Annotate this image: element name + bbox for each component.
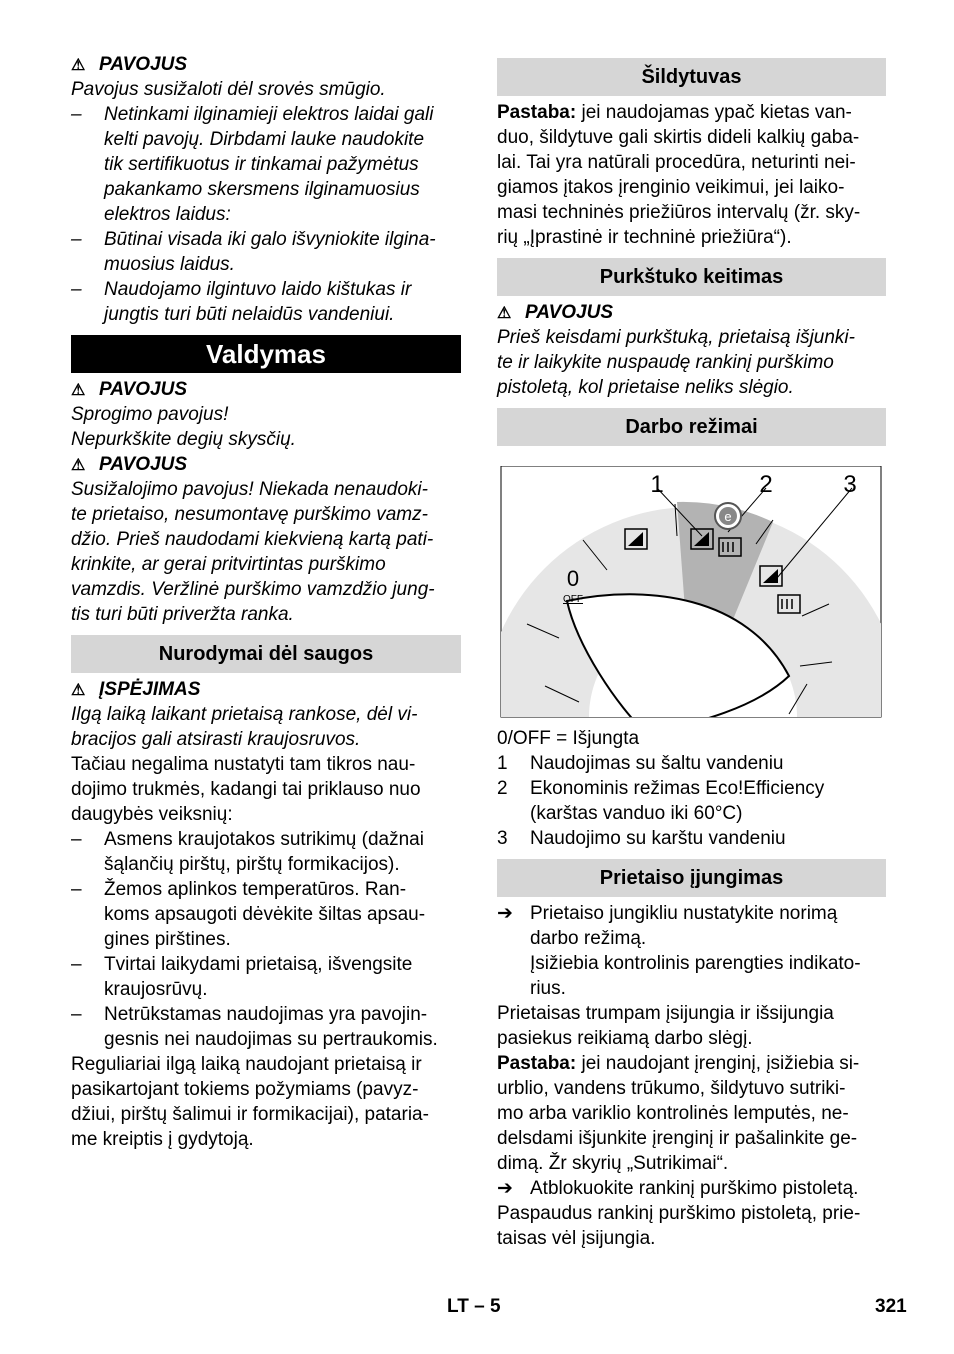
list-item-line <box>71 127 461 152</box>
list-item-line <box>71 827 461 852</box>
list-item-text: elektros laidus: <box>104 204 231 225</box>
right-column <box>497 52 886 1251</box>
warning-triangle-icon: ⚠ <box>71 457 86 474</box>
warning-text: Pavojus susižaloti dėl srovės smūgio. <box>71 79 386 100</box>
heading-nurodymai-saugos: Nurodymai dėl saugos <box>71 635 461 673</box>
mode-item <box>497 751 886 776</box>
list-item-line <box>71 927 461 952</box>
list-item-line <box>71 202 461 227</box>
list-dash: – <box>71 954 82 975</box>
label-1: 1 <box>650 471 664 498</box>
mode-dial-figure <box>497 466 886 720</box>
paragraph <box>497 1001 886 1051</box>
text-line: krinkite, ar gerai pritvirtintas purškimo <box>71 554 386 575</box>
text-line: me kreiptis į gydytoją. <box>71 1129 254 1150</box>
text-line: duo, šildytuve gali skirtis dideli kalkių gaba- <box>497 127 860 148</box>
list-item-text: gines pirštines. <box>104 929 231 950</box>
step-text: darbo režimą. <box>530 928 647 949</box>
list-item-text: Būtinai visada iki galo išvyniokite ilgina- <box>104 229 436 250</box>
warning-text <box>71 402 461 452</box>
text-line: Prietaisas trumpam įsijungia ir išsijungia <box>497 1003 834 1024</box>
label-off: OFF <box>563 594 583 605</box>
text-line: pasiekus reikiamą darbo slėgį. <box>497 1028 753 1049</box>
step-text: Prietaiso jungikliu nustatykite norimą <box>530 903 838 924</box>
list-dash: – <box>71 1004 82 1025</box>
mode-number: 1 <box>497 753 508 774</box>
list-item-line <box>71 102 461 127</box>
arrow-right-icon: ➔ <box>497 1178 513 1199</box>
list-item-line <box>71 902 461 927</box>
label-3: 3 <box>843 471 857 498</box>
list-item-line <box>71 977 461 1002</box>
list-item-text: kelti pavojų. Dirbdami lauke naudokite <box>104 129 425 150</box>
list-item-text: Tvirtai laikydami prietaisą, išvengsite <box>104 954 413 975</box>
list-dash: – <box>71 279 82 300</box>
text-line: Nepurkškite degių skysčių. <box>71 429 296 450</box>
mode-text: Naudojimo su karštu vandeniu <box>530 828 786 849</box>
text-line: bracijos gali atsirasti kraujosruvos. <box>71 729 361 750</box>
list-item-line <box>71 152 461 177</box>
warning-text <box>497 325 886 400</box>
mode-item <box>497 776 886 801</box>
paragraph <box>71 1052 461 1152</box>
text-line: daugybės veiksnių: <box>71 804 233 825</box>
mode-text: (karštas vanduo iki 60°C) <box>530 803 743 824</box>
paragraph <box>497 1201 886 1251</box>
warning-triangle-icon: ⚠ <box>497 305 512 322</box>
list-item-line <box>71 877 461 902</box>
heading-sildytuvas: Šildytuvas <box>497 58 886 96</box>
text-line: Reguliariai ilgą laiką naudojant prietaisą ir <box>71 1054 422 1075</box>
mode-number: 2 <box>497 778 508 799</box>
list-item-text: tik sertifikuotus ir tinkamai pažymėtus <box>104 154 419 175</box>
text-line: urblio, vandens trūkumo, šildytuvo sutriki- <box>497 1078 846 1099</box>
warning-pavojus-2: ⚠ PAVOJUS <box>71 377 461 402</box>
step-line <box>497 926 886 951</box>
text-line: delsdami išjunkite įrenginį ir pašalinkite ge- <box>497 1128 858 1149</box>
text-line: lai. Tai yra natūrali procedūra, neturinti nei- <box>497 152 856 173</box>
text-line: Sprogimo pavojus! <box>71 404 229 425</box>
warning-pavojus-5: ⚠ PAVOJUS <box>497 300 886 325</box>
list-item-line <box>71 302 461 327</box>
list-item-text: koms apsaugoti dėvėkite šiltas apsau- <box>104 904 426 925</box>
step-line <box>497 976 886 1001</box>
mode-item <box>497 826 886 851</box>
text-line: pasikartojant tokiems požymiams (pavyz- <box>71 1079 419 1100</box>
footer-section: LT – 5 <box>447 1296 501 1317</box>
text-line: Susižalojimo pavojus! Niekada nenaudoki- <box>71 479 428 500</box>
warning-text <box>71 702 461 752</box>
text-line: mo arba variklio kontrolinės lemputės, ne- <box>497 1103 849 1124</box>
text-line: vamzdis. Veržlinė purškimo vamzdžio jung- <box>71 579 435 600</box>
list-item-line <box>71 227 461 252</box>
list-item-text: Asmens kraujotakos sutrikimų (dažnai <box>104 829 424 850</box>
note-line: Pastaba: jei naudojant įrenginį, įsižiebia si- <box>497 1053 860 1074</box>
text-line: džio. Prieš naudodami kiekvieną kartą pati- <box>71 529 434 550</box>
list-item-line <box>71 252 461 277</box>
list-item-text: šąlančių pirštų, pirštų formikacijos). <box>104 854 400 875</box>
label-0: 0 <box>566 566 580 591</box>
warning-triangle-icon: ⚠ <box>71 382 86 399</box>
text-line: rių „Įprastinė ir techninė priežiūra“). <box>497 227 792 248</box>
warning-list <box>71 102 461 327</box>
text-line: pistoletą, kol prietaise neliks slėgio. <box>497 377 794 398</box>
list-item-text: gesnis nei naudojimas su pertraukomis. <box>104 1029 438 1050</box>
text-line: masi techninės priežiūros intervalų (žr. sky- <box>497 202 861 223</box>
warning-ispejimas: ⚠ ĮSPĖJIMAS <box>71 677 461 702</box>
list-dash: – <box>71 104 82 125</box>
list-item-line <box>71 852 461 877</box>
mode-list <box>497 751 886 851</box>
eco-icon-letter: e <box>724 509 732 524</box>
warning-triangle-icon: ⚠ <box>71 57 86 74</box>
list-item-line <box>71 1002 461 1027</box>
warning-text <box>71 477 461 627</box>
text-line: džiui, pirštų šalimui ir formikacijai), pataria- <box>71 1104 429 1125</box>
list-item-line <box>71 1027 461 1052</box>
text-line: dojimo trukmės, kadangi tai priklauso nuo <box>71 779 421 800</box>
warning-pavojus-1: ⚠ PAVOJUS <box>71 52 461 77</box>
mode-text: Naudojimas su šaltu vandeniu <box>530 753 784 774</box>
list-item-line <box>71 277 461 302</box>
paragraph <box>71 752 461 827</box>
step-text: rius. <box>530 978 566 999</box>
warning-pavojus-3: ⚠ PAVOJUS <box>71 452 461 477</box>
step-1 <box>497 901 886 1001</box>
note-text <box>497 1076 886 1176</box>
section-title-valdymas: Valdymas <box>71 335 461 373</box>
list-dash: – <box>71 229 82 250</box>
page-number: 321 <box>875 1296 907 1317</box>
step-2: ➔ Atblokuokite rankinį purškimo pistoletą. <box>497 1178 859 1199</box>
text-line: Tačiau negalima nustatyti tam tikros nau- <box>71 754 416 775</box>
mode-item <box>497 801 886 826</box>
list-item-text: Netinkami ilginamieji elektros laidai gali <box>104 104 434 125</box>
warning-triangle-icon: ⚠ <box>71 682 86 699</box>
heading-prietaiso-ijungimas: Prietaiso įjungimas <box>497 859 886 897</box>
text-line: Paspaudus rankinį purškimo pistoletą, prie- <box>497 1203 861 1224</box>
heading-darbo-rezimai: Darbo režimai <box>497 408 886 446</box>
step-text: Įsižiebia kontrolinis parengties indikato- <box>530 953 861 974</box>
list-item-line <box>71 952 461 977</box>
text-line: Ilgą laiką laikant prietaisą rankose, dėl vi- <box>71 704 418 725</box>
text-line: tis turi būti priveržta ranka. <box>71 604 294 625</box>
list-item-text: Netrūkstamas naudojimas yra pavojin- <box>104 1004 428 1025</box>
arrow-right-icon: ➔ <box>497 903 513 924</box>
list-item-text: Naudojamo ilgintuvo laido kištukas ir <box>104 279 412 300</box>
mode-text: Ekonominis režimas Eco!Efficiency <box>530 778 825 799</box>
list-item-text: muosius laidus. <box>104 254 235 275</box>
left-column <box>71 52 461 1152</box>
heading-purkstuko-keitimas: Purkštuko keitimas <box>497 258 886 296</box>
list-item-text: kraujosrūvų. <box>104 979 208 1000</box>
text-line: Prieš keisdami purkštuką, prietaisą išjunki- <box>497 327 855 348</box>
step-line <box>497 901 886 926</box>
list-item-text: Žemos aplinkos temperatūros. Ran- <box>104 879 407 900</box>
text-line: taisas vėl įsijungia. <box>497 1228 656 1249</box>
factor-list <box>71 827 461 1052</box>
list-item-text: jungtis turi būti nelaidūs vandeniui. <box>104 304 395 325</box>
text-line: te prietaiso, nesumontavę purškimo vamz- <box>71 504 428 525</box>
list-dash: – <box>71 879 82 900</box>
note-text <box>497 125 886 250</box>
list-item-text: pakankamo skersmens ilginamuosius <box>104 179 420 200</box>
list-item-line <box>71 177 461 202</box>
text-line: te ir laikykite nuspaudę rankinį purškimo <box>497 352 834 373</box>
label-2: 2 <box>759 471 773 498</box>
text-line: giamos įtakos įrenginio veikimui, jei laiko- <box>497 177 845 198</box>
mode-number: 3 <box>497 828 508 849</box>
list-dash: – <box>71 829 82 850</box>
mode-off: 0/OFF = Išjungta <box>497 728 640 749</box>
note-line: Pastaba: jei naudojamas ypač kietas van- <box>497 102 852 123</box>
text-line: dimą. Žr skyrių „Sutrikimai“. <box>497 1153 729 1174</box>
step-line <box>497 951 886 976</box>
